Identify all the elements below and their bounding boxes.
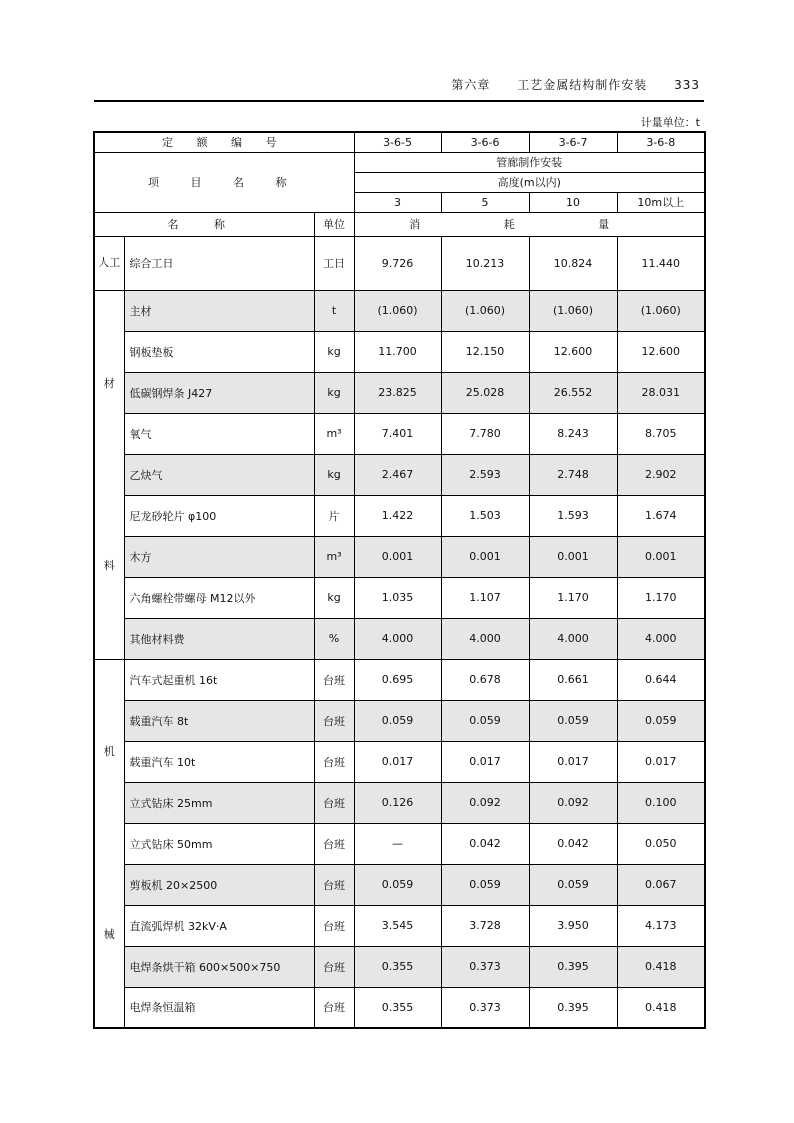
value-cell: 0.373 (441, 946, 529, 987)
value-cell: 0.059 (441, 700, 529, 741)
value-cell: 0.059 (354, 864, 441, 905)
value-cell: 0.644 (617, 659, 705, 700)
value-cell: 12.150 (441, 331, 529, 372)
item-name: 载重汽车 8t (124, 700, 314, 741)
item-unit: 片 (314, 495, 354, 536)
table-row (94, 946, 705, 987)
height-cell: 5 (441, 192, 529, 212)
value-cell: 0.059 (529, 700, 617, 741)
item-name: 主材 (124, 290, 314, 331)
value-cell: 11.440 (617, 236, 705, 290)
table-row (94, 659, 705, 700)
value-cell: 7.401 (354, 413, 441, 454)
item-unit: 工日 (314, 236, 354, 290)
value-cell: 12.600 (617, 331, 705, 372)
value-cell: 4.000 (441, 618, 529, 659)
table-row (94, 372, 705, 413)
value-cell: 0.017 (617, 741, 705, 782)
table-row (94, 864, 705, 905)
value-cell: 0.017 (529, 741, 617, 782)
value-cell: 0.017 (354, 741, 441, 782)
value-cell: 11.700 (354, 331, 441, 372)
category-cell (94, 290, 124, 659)
value-cell: 12.600 (529, 331, 617, 372)
table-row (94, 495, 705, 536)
height-cell: 10 (529, 192, 617, 212)
value-cell: 0.001 (354, 536, 441, 577)
sub-title: 高度(m以内) (354, 172, 705, 192)
item-unit: % (314, 618, 354, 659)
value-cell: 1.422 (354, 495, 441, 536)
value-cell: 8.243 (529, 413, 617, 454)
value-cell: 0.001 (441, 536, 529, 577)
item-name: 载重汽车 10t (124, 741, 314, 782)
table-row (94, 454, 705, 495)
item-name: 剪板机 20×2500 (124, 864, 314, 905)
item-name: 电焊条烘干箱 600×500×750 (124, 946, 314, 987)
item-unit: m³ (314, 413, 354, 454)
value-cell: 0.678 (441, 659, 529, 700)
value-cell: 7.780 (441, 413, 529, 454)
value-cell: (1.060) (529, 290, 617, 331)
value-cell: (1.060) (617, 290, 705, 331)
value-cell: 1.170 (617, 577, 705, 618)
value-cell: 1.674 (617, 495, 705, 536)
item-name: 直流弧焊机 32kV·A (124, 905, 314, 946)
value-cell: 1.593 (529, 495, 617, 536)
value-cell: 4.000 (354, 618, 441, 659)
value-cell: 1.170 (529, 577, 617, 618)
value-cell: 3.728 (441, 905, 529, 946)
value-cell: 0.059 (529, 864, 617, 905)
item-unit: 台班 (314, 823, 354, 864)
unit-note: 计量单位：t (640, 116, 700, 129)
item-unit: 台班 (314, 700, 354, 741)
item-name: 其他材料费 (124, 618, 314, 659)
quota-table (93, 131, 706, 1029)
value-cell: 23.825 (354, 372, 441, 413)
value-cell: 0.059 (441, 864, 529, 905)
table-row (94, 905, 705, 946)
value-cell: 2.902 (617, 454, 705, 495)
table-row (94, 618, 705, 659)
value-cell: 2.467 (354, 454, 441, 495)
table-row (94, 536, 705, 577)
table-row (94, 331, 705, 372)
table-row (94, 987, 705, 1028)
value-cell: 0.042 (529, 823, 617, 864)
value-cell: 0.100 (617, 782, 705, 823)
value-cell: 0.059 (617, 700, 705, 741)
value-cell: 0.042 (441, 823, 529, 864)
value-cell: 0.067 (617, 864, 705, 905)
value-cell: 4.173 (617, 905, 705, 946)
value-cell: 0.050 (617, 823, 705, 864)
value-cell: 0.418 (617, 987, 705, 1028)
value-cell: 26.552 (529, 372, 617, 413)
value-cell: 1.035 (354, 577, 441, 618)
value-cell: — (354, 823, 441, 864)
item-name: 低碳钢焊条 J427 (124, 372, 314, 413)
value-cell: 0.017 (441, 741, 529, 782)
value-cell: 25.028 (441, 372, 529, 413)
table-row (94, 236, 705, 290)
item-unit: 台班 (314, 864, 354, 905)
category-label: 人工 (98, 256, 121, 270)
category-cell (94, 236, 124, 290)
code-cell: 3-6-8 (617, 132, 705, 152)
value-cell: 0.355 (354, 946, 441, 987)
value-cell: 0.001 (617, 536, 705, 577)
item-unit: kg (314, 372, 354, 413)
item-unit: kg (314, 577, 354, 618)
value-cell: 0.395 (529, 987, 617, 1028)
unit-col-header: 单位 (314, 212, 354, 236)
height-cell: 10m以上 (617, 192, 705, 212)
table-row (94, 700, 705, 741)
value-cell: 3.950 (529, 905, 617, 946)
value-cell: (1.060) (441, 290, 529, 331)
value-cell: 4.000 (617, 618, 705, 659)
value-cell: 0.092 (441, 782, 529, 823)
value-cell: 10.213 (441, 236, 529, 290)
item-name: 木方 (124, 536, 314, 577)
item-unit: 台班 (314, 659, 354, 700)
item-unit: m³ (314, 536, 354, 577)
chapter-title: 工艺金属结构制作安装 (517, 78, 648, 92)
category-label: 料 (103, 559, 115, 573)
value-cell: 2.748 (529, 454, 617, 495)
item-name: 乙炔气 (124, 454, 314, 495)
value-cell: 28.031 (617, 372, 705, 413)
value-cell: 0.092 (529, 782, 617, 823)
value-cell: 0.126 (354, 782, 441, 823)
value-cell: 9.726 (354, 236, 441, 290)
item-name: 立式钻床 50mm (124, 823, 314, 864)
value-cell: 0.373 (441, 987, 529, 1028)
item-name: 氧气 (124, 413, 314, 454)
value-cell: 0.418 (617, 946, 705, 987)
item-name: 综合工日 (124, 236, 314, 290)
item-name: 钢板垫板 (124, 331, 314, 372)
item-unit: 台班 (314, 741, 354, 782)
page-header (429, 76, 700, 93)
value-cell: 0.355 (354, 987, 441, 1028)
table-row (94, 290, 705, 331)
item-unit: 台班 (314, 782, 354, 823)
value-cell: 4.000 (529, 618, 617, 659)
group-title: 管廊制作安装 (354, 152, 705, 172)
value-cell: 0.001 (529, 536, 617, 577)
item-name: 汽车式起重机 16t (124, 659, 314, 700)
chapter-label: 第六章 (451, 78, 491, 92)
category-label: 械 (103, 927, 115, 941)
table-row (94, 741, 705, 782)
item-name: 尼龙砂轮片 φ100 (124, 495, 314, 536)
value-cell: 1.503 (441, 495, 529, 536)
item-unit: 台班 (314, 946, 354, 987)
value-cell: 2.593 (441, 454, 529, 495)
table-row (94, 823, 705, 864)
table-row (94, 577, 705, 618)
item-unit: kg (314, 454, 354, 495)
item-name: 立式钻床 25mm (124, 782, 314, 823)
value-cell: (1.060) (354, 290, 441, 331)
category-label: 机 (103, 745, 115, 759)
table-row (94, 413, 705, 454)
item-name: 六角螺栓带螺母 M12以外 (124, 577, 314, 618)
value-cell: 0.395 (529, 946, 617, 987)
item-label: 项 目 名 称 (94, 152, 354, 212)
item-unit: 台班 (314, 905, 354, 946)
value-cell: 0.695 (354, 659, 441, 700)
category-cell (94, 659, 124, 1028)
value-cell: 8.705 (617, 413, 705, 454)
name-col-header: 名 称 (94, 212, 314, 236)
value-cell: 0.059 (354, 700, 441, 741)
item-unit: kg (314, 331, 354, 372)
code-cell: 3-6-5 (354, 132, 441, 152)
consume-col-header: 消 耗 量 (354, 212, 705, 236)
item-unit: t (314, 290, 354, 331)
code-label: 定 额 编 号 (94, 132, 354, 152)
code-cell: 3-6-6 (441, 132, 529, 152)
value-cell: 3.545 (354, 905, 441, 946)
header-rule (94, 100, 704, 102)
page-number: 333 (674, 78, 700, 92)
table-row (94, 782, 705, 823)
value-cell: 10.824 (529, 236, 617, 290)
value-cell: 0.661 (529, 659, 617, 700)
item-name: 电焊条恒温箱 (124, 987, 314, 1028)
category-label: 材 (103, 376, 115, 390)
item-unit: 台班 (314, 987, 354, 1028)
value-cell: 1.107 (441, 577, 529, 618)
code-cell: 3-6-7 (529, 132, 617, 152)
height-cell: 3 (354, 192, 441, 212)
